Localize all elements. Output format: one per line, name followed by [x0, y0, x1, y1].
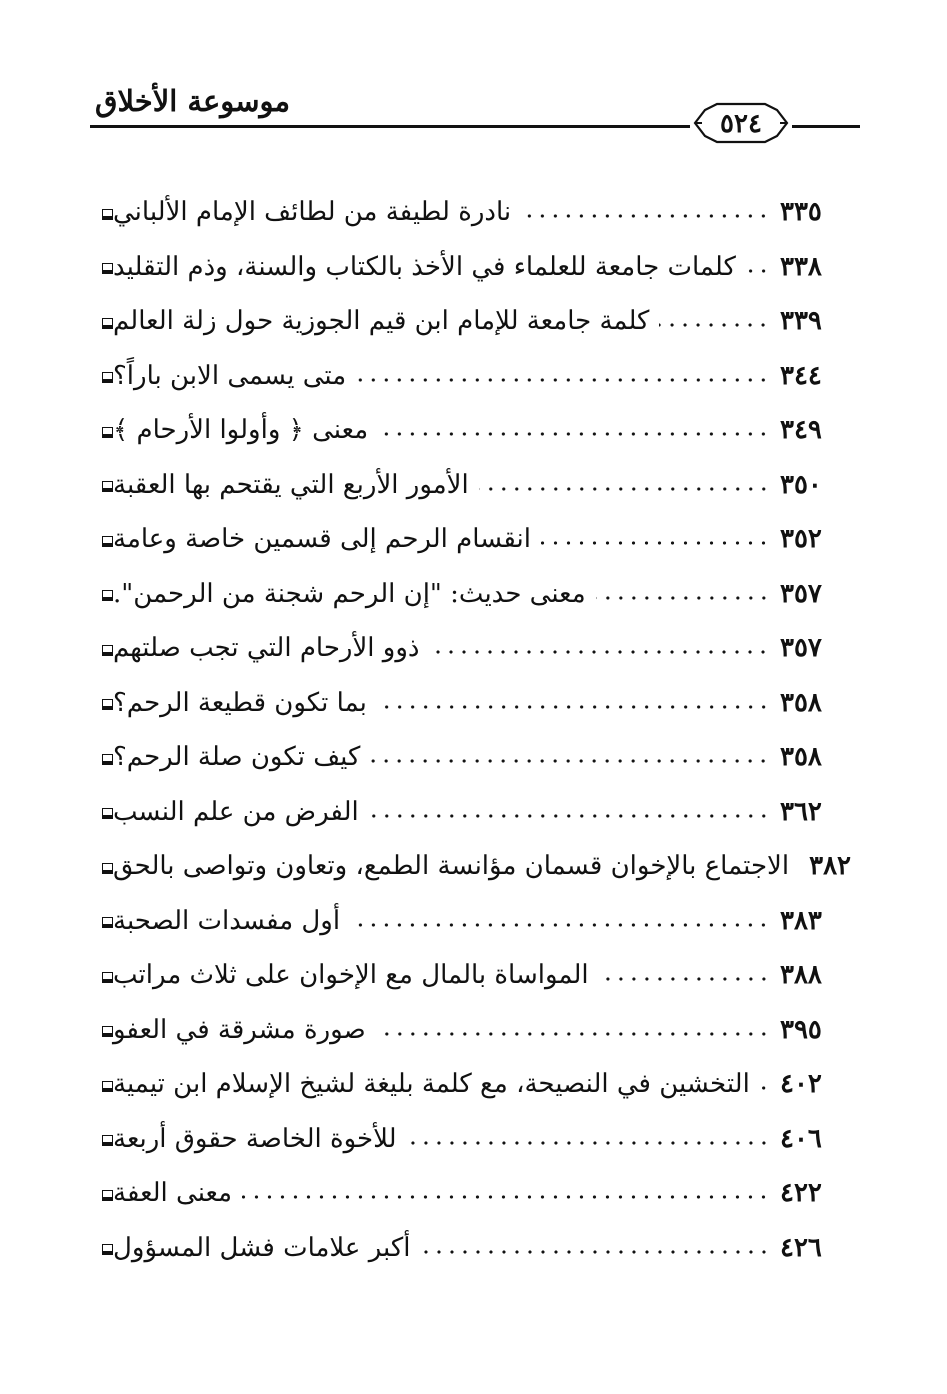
toc-entry-page: ٣٥٠: [780, 469, 822, 500]
toc-entry: [90, 1057, 842, 1112]
bullet-square-icon: [102, 754, 113, 765]
toc-entry: [90, 676, 842, 731]
bullet-square-icon: [102, 1081, 113, 1092]
header-rule-left: [90, 125, 690, 128]
toc-entry-title: أول مفسدات الصحبة: [113, 905, 341, 936]
toc-entry-title: أكبر علامات فشل المسؤول: [113, 1232, 411, 1263]
dot-leader: [356, 370, 770, 390]
bullet-square-icon: [102, 699, 113, 710]
bullet-square-icon: [102, 645, 113, 656]
toc-entry: [90, 730, 842, 785]
bullet-square-icon: [102, 427, 113, 438]
toc-entry-title: معنى ﴿ وأولوا الأرحام ﴾: [113, 415, 369, 446]
toc-entry-page: ٤٢٢: [780, 1178, 822, 1209]
toc-entry: [90, 240, 842, 295]
toc-entry-title: انقسام الرحم إلى قسمين خاصة وعامة: [113, 524, 531, 555]
toc-entry-page: ٤٠٦: [780, 1123, 822, 1154]
bullet-square-icon: [102, 863, 113, 874]
toc-entry-page: ٣٣٥: [780, 197, 822, 228]
toc-entry-title: الاجتماع بالإخوان قسمان مؤانسة الطمع، وتعاون وتواصى بالحق: [113, 851, 790, 882]
toc-entry-title: متى يسمى الابن باراً؟: [113, 360, 347, 391]
toc-entry: [90, 567, 842, 622]
toc-entry-page: ٣٤٩: [780, 415, 822, 446]
toc-entry-title: نادرة لطيفة من لطائف الإمام الألباني: [113, 197, 512, 228]
toc-entry-page: ٣٤٤: [780, 360, 822, 391]
toc-entry: [90, 948, 842, 1003]
bullet-square-icon: [102, 808, 113, 819]
toc-entry-page: ٣٨٨: [780, 960, 822, 991]
dot-leader: [378, 424, 770, 444]
toc-entry: [90, 839, 852, 894]
dot-leader: [369, 806, 770, 826]
toc-entry-page: ٤٠٢: [780, 1069, 822, 1100]
toc-entry: [90, 294, 842, 349]
bullet-square-icon: [102, 917, 113, 928]
toc-entry-title: الأمور الأربع التي يقتحم بها العقبة: [113, 469, 469, 500]
toc-entry-title: بما تكون قطيعة الرحم؟: [113, 687, 367, 718]
toc-entry-page: ٣٥٢: [780, 524, 822, 555]
toc-entry: [90, 458, 842, 513]
bullet-square-icon: [102, 481, 113, 492]
toc-entry: [90, 185, 842, 240]
toc-entry-title: ذوو الأرحام التي تجب صلتهم: [113, 633, 420, 664]
dot-leader: [370, 751, 770, 771]
bullet-square-icon: [102, 209, 113, 220]
toc-entry-title: للأخوة الخاصة حقوق أربعة: [113, 1123, 397, 1154]
toc-entry-page: ٤٢٦: [780, 1232, 822, 1263]
dot-leader: [407, 1133, 770, 1153]
toc-entry-title: التخشين في النصيحة، مع كلمة بليغة لشيخ الإسلام ابن تيمية: [113, 1069, 750, 1100]
toc-entry-title: صورة مشرقة في العفو: [113, 1014, 366, 1045]
dot-leader: [541, 533, 770, 553]
toc-entry: [90, 349, 842, 404]
dot-leader: [421, 1242, 770, 1262]
toc-entry: [90, 512, 842, 567]
dot-leader: [521, 206, 770, 226]
dot-leader: [376, 1024, 770, 1044]
toc-entry-page: ٣٩٥: [780, 1014, 822, 1045]
toc-entry-title: الفرض من علم النسب: [113, 796, 359, 827]
dot-leader: [429, 642, 770, 662]
table-of-contents: [90, 185, 852, 1275]
bullet-square-icon: [102, 1190, 113, 1201]
toc-entry-title: كيف تكون صلة الرحم؟: [113, 742, 361, 773]
dot-leader: [599, 969, 770, 989]
toc-entry-title: كلمة جامعة للإمام ابن قيم الجوزية حول زلة العالم: [113, 306, 650, 337]
dot-leader: [760, 1078, 770, 1098]
bullet-square-icon: [102, 1135, 113, 1146]
bullet-square-icon: [102, 263, 113, 274]
toc-entry: [90, 785, 842, 840]
toc-entry-page: ٣٣٩: [780, 306, 822, 337]
toc-entry-page: ٣٣٨: [780, 251, 822, 282]
page-number-frame: [693, 98, 789, 148]
toc-entry-page: ٣٥٧: [780, 633, 822, 664]
bullet-square-icon: [102, 1244, 113, 1255]
toc-entry: [90, 1112, 842, 1167]
toc-entry-page: ٣٨٢: [809, 851, 852, 882]
book-title: موسوعة الأخلاق: [95, 84, 291, 118]
dot-leader: [242, 1187, 770, 1207]
dot-leader: [659, 315, 770, 335]
toc-entry-page: ٣٥٨: [780, 742, 822, 773]
bullet-square-icon: [102, 372, 113, 383]
toc-entry-title: كلمات جامعة للعلماء في الأخذ بالكتاب والسنة، وذم التقليد: [113, 251, 736, 282]
toc-entry-page: ٣٨٣: [780, 905, 822, 936]
bullet-square-icon: [102, 318, 113, 329]
toc-entry-page: ٣٦٢: [780, 796, 822, 827]
toc-entry-title: معنى حديث: "إن الرحم شجنة من الرحمن".: [113, 578, 586, 609]
toc-entry: [90, 1221, 842, 1276]
toc-entry: [90, 621, 842, 676]
dot-leader: [479, 479, 770, 499]
toc-entry-title: المواساة بالمال مع الإخوان على ثلاث مراتب: [113, 960, 589, 991]
bullet-square-icon: [102, 590, 113, 601]
bullet-square-icon: [102, 972, 113, 983]
toc-entry-title: معنى العفة: [113, 1178, 233, 1209]
toc-entry: [90, 1166, 842, 1221]
toc-entry-page: ٣٥٨: [780, 687, 822, 718]
page-number: ٥٢٤: [720, 109, 762, 139]
bullet-square-icon: [102, 1026, 113, 1037]
dot-leader: [746, 261, 770, 281]
header-rule-right: [792, 125, 860, 128]
dot-leader: [350, 915, 770, 935]
toc-entry: [90, 403, 842, 458]
toc-entry: [90, 1003, 842, 1058]
toc-entry-page: ٣٥٧: [780, 578, 822, 609]
dot-leader: [377, 697, 770, 717]
toc-entry: [90, 894, 842, 949]
dot-leader: [596, 588, 770, 608]
page-header: [90, 76, 860, 146]
bullet-square-icon: [102, 536, 113, 547]
